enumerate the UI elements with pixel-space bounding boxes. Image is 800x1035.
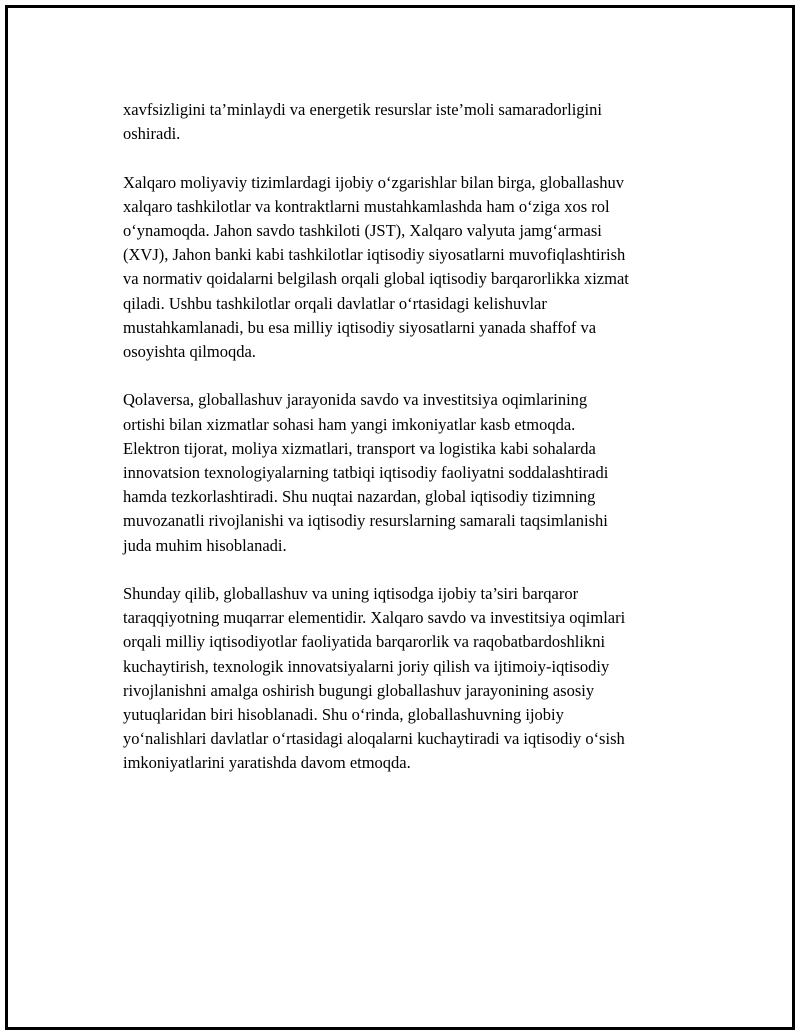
- text-line: innovatsion texnologiyalarning tatbiqi iqtisodiy faoliyatni soddalashtiradi: [123, 463, 609, 483]
- text-line: xavfsizligini ta’minlaydi va energetik resurslar iste’moli samaradorligini: [123, 100, 602, 119]
- text-line: yutuqlaridan biri hisoblanadi. Shu o‘rinda, globallashuvning ijobiy: [123, 705, 564, 725]
- text-line: osoyishta qilmoqda.: [123, 342, 256, 362]
- text-line: va normativ qoidalarni belgilash orqali global iqtisodiy barqarorlikka xizmat: [123, 269, 629, 289]
- page-frame: [5, 5, 795, 1030]
- paragraph-4: [123, 582, 698, 776]
- text-line: Elektron tijorat, moliya xizmatlari, transport va logistika kabi sohalarda: [123, 438, 596, 458]
- text-line: rivojlanishni amalga oshirish bugungi globallashuv jarayonining asosiy: [123, 680, 595, 700]
- paragraph-1: [123, 98, 698, 146]
- paragraph-2: [123, 171, 698, 365]
- text-line: juda muhim hisoblanadi.: [123, 535, 287, 555]
- text-line: taraqqiyotning muqarrar elementidir. Xalqaro savdo va investitsiya oqimlari: [123, 608, 626, 628]
- text-line: yo‘nalishlari davlatlar o‘rtasidagi aloqalarni kuchaytiradi va iqtisodiy o‘sish: [123, 729, 625, 749]
- text-line: (XVJ), Jahon banki kabi tashkilotlar iqtisodiy siyosatlarni muvofiqlashtirish: [123, 245, 626, 265]
- document-body: [123, 98, 698, 800]
- text-line: mustahkamlanadi, bu esa milliy iqtisodiy siyosatlarni yanada shaffof va: [123, 317, 597, 337]
- text-line: oshiradi.: [123, 124, 181, 144]
- text-line: hamda tezkorlashtiradi. Shu nuqtai nazardan, global iqtisodiy tizimning: [123, 487, 596, 507]
- text-line: imkoniyatlarini yaratishda davom etmoqda.: [123, 753, 411, 773]
- paragraph-3: [123, 388, 698, 557]
- text-line: ortishi bilan xizmatlar sohasi ham yangi imkoniyatlar kasb etmoqda.: [123, 414, 576, 434]
- text-line: Shunday qilib, globallashuv va uning iqtisodga ijobiy ta’siri barqaror: [123, 584, 579, 604]
- text-line: o‘ynamoqda. Jahon savdo tashkiloti (JST), Xalqaro valyuta jamg‘armasi: [123, 221, 602, 240]
- text-line: Xalqaro moliyaviy tizimlardagi ijobiy o‘zgarishlar bilan birga, globallashuv: [123, 172, 624, 192]
- text-line: kuchaytirish, texnologik innovatsiyalarni joriy qilish va ijtimoiy-iqtisodiy: [123, 656, 610, 676]
- text-line: xalqaro tashkilotlar va kontraktlarni mustahkamlashda ham o‘ziga xos rol: [123, 196, 610, 216]
- text-line: Qolaversa, globallashuv jarayonida savdo va investitsiya oqimlarining: [123, 390, 588, 410]
- text-line: qiladi. Ushbu tashkilotlar orqali davlatlar o‘rtasidagi kelishuvlar: [123, 293, 547, 313]
- text-line: orqali milliy iqtisodiyotlar faoliyatida barqarorlik va raqobatbardoshlikni: [123, 632, 606, 652]
- text-line: muvozanatli rivojlanishi va iqtisodiy resurslarning samarali taqsimlanishi: [123, 511, 608, 531]
